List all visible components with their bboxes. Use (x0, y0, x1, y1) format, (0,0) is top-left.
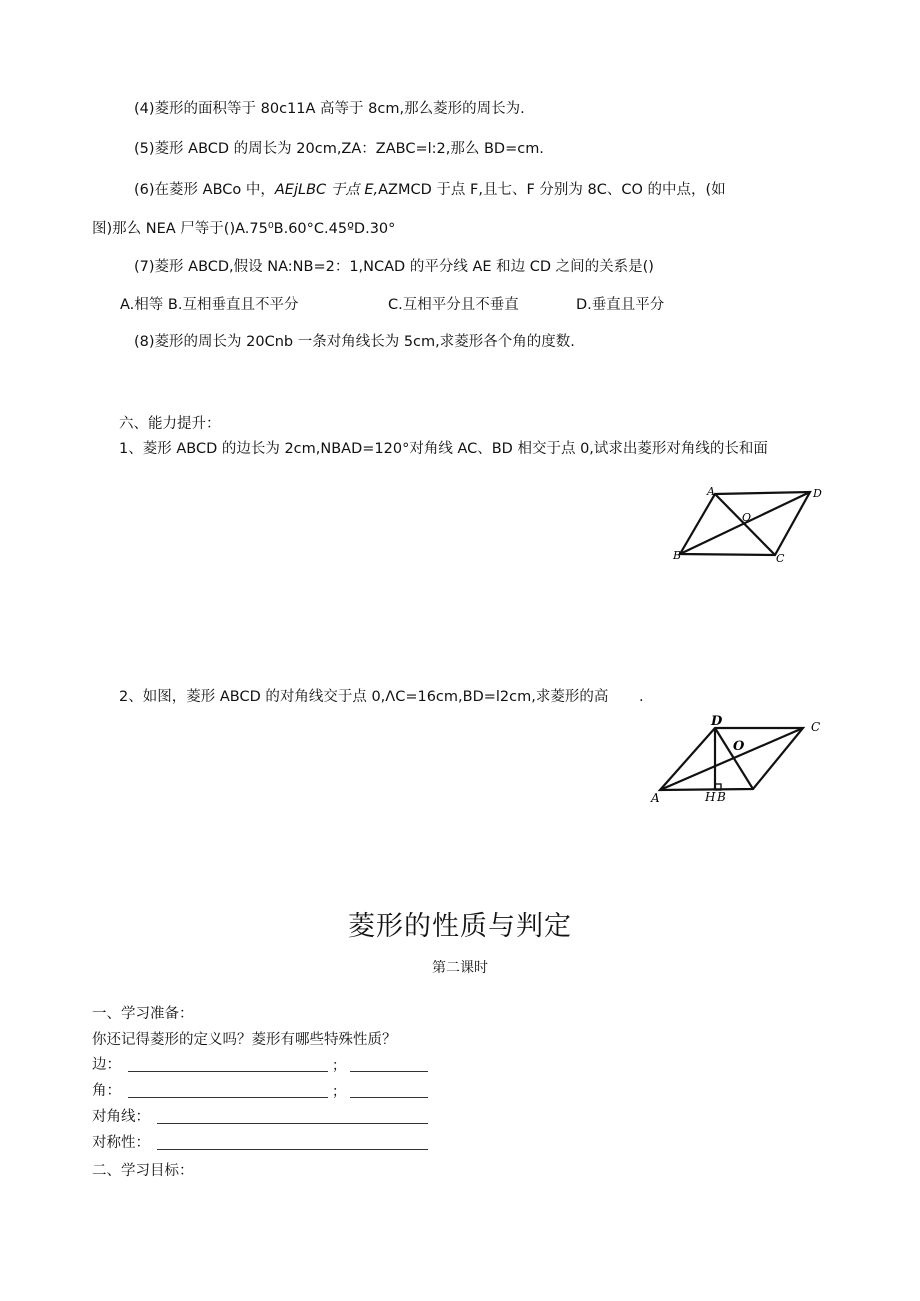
fig2-label-a: A (651, 791, 660, 805)
section-6-question-2: 2、如图，菱形 ABCD 的对角线交于点 0,ΛC=16cm,BD=l2cm,求菱形的高 (119, 689, 609, 705)
prep-question: 你还记得菱形的定义吗？菱形有哪些特殊性质？ (92, 1032, 397, 1048)
fig1-label-o: O (742, 511, 752, 524)
problem-6-italic: AEjLBC 于点 E, (274, 182, 379, 198)
field-edge-label: 边： (92, 1057, 121, 1073)
prep-heading: 一、学习准备： (92, 1006, 194, 1022)
fig2-label-o: O (733, 739, 745, 754)
field-diagonal-label: 对角线： (92, 1109, 150, 1125)
rhombus-1-diagonal-ac (715, 494, 775, 555)
field-angle-blank-1 (128, 1097, 328, 1098)
field-edge-blank-2 (350, 1071, 428, 1072)
field-symmetry-label: 对称性： (92, 1135, 150, 1151)
field-angle-separator: ； (332, 1084, 346, 1100)
problem-5: (5)菱形 ABCD 的周长为 20cm,ZA：ZABC=l:2,那么 BD=cm. (134, 141, 544, 157)
fig2-label-h: H (705, 790, 716, 804)
problem-7-option-ab: A.相等 B.互相垂直且不平分 (120, 297, 299, 313)
fig2-label-d: D (711, 714, 723, 729)
problem-7-option-c: C.互相平分且不垂直 (388, 297, 519, 313)
lesson-title: 菱形的性质与判定 (348, 911, 572, 942)
problem-7: (7)菱形 ABCD,假设 NA:NB=2：1,NCAD 的平分线 AE 和边 CD 之间的关系是() (134, 259, 654, 275)
problem-4: (4)菱形的面积等于 80c11A 高等于 8cm,那么菱形的周长为. (134, 101, 525, 117)
field-angle-label: 角： (92, 1083, 121, 1099)
rhombus-2-diagonal-ac (660, 728, 803, 790)
fig1-label-a: A (707, 485, 715, 498)
goals-heading: 二、学习目标： (92, 1163, 194, 1179)
field-angle-blank-2 (350, 1097, 428, 1098)
section-6-question-2-dot: . (639, 689, 644, 705)
fig1-label-d: D (813, 487, 822, 500)
fig1-label-c: C (776, 552, 785, 565)
problem-6 (134, 180, 726, 200)
rhombus-2-diagonal-bd (715, 728, 753, 789)
problem-6-prefix: (6)在菱形 ABCo 中， (134, 182, 275, 198)
problem-7-option-d: D.垂直且平分 (576, 297, 665, 313)
rhombus-figure-1 (670, 482, 840, 567)
problem-8: (8)菱形的周长为 20Cnb 一条对角线长为 5cm,求菱形各个角的度数. (134, 334, 575, 350)
fig2-label-c: C (811, 720, 821, 734)
field-diagonal-blank (157, 1123, 428, 1124)
section-6-heading: 六、能力提升： (119, 416, 221, 432)
field-symmetry-blank (157, 1149, 428, 1150)
field-edge-blank-1 (128, 1071, 328, 1072)
fig2-label-b: B (717, 790, 726, 804)
fig1-label-b: B (673, 549, 682, 562)
lesson-subtitle: 第二课时 (432, 960, 488, 976)
problem-6-line2: 图)那么 NEA 尸等于()A.75⁰B.60°C.45ºD.30° (92, 221, 396, 237)
problem-6-suffix: AZMCD 于点 F,且七、F 分别为 8C、CO 的中点，(如 (378, 182, 726, 198)
rhombus-figure-2 (645, 710, 830, 810)
section-6-question-1: 1、菱形 ABCD 的边长为 2cm,NBAD=120°对角线 AC、BD 相交于点 0,试求出菱形对角线的长和面 (119, 441, 768, 457)
field-edge-separator: ； (332, 1058, 346, 1074)
